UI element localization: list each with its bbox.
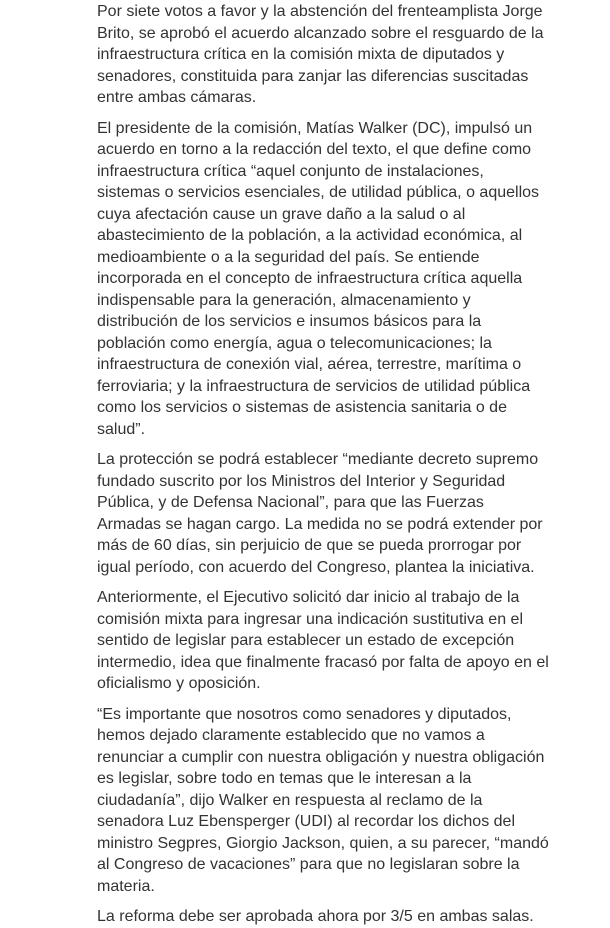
article-paragraph: “Es importante que nosotros como senadores y diputados, hemos dejado claramente establecido que no vamos a renunciar a cumplir con nuestra obligación y nuestra obligación es legislar, sobre todo en temas que le interesan a la ciudadanía”, dijo Walker en respuesta al reclamo de la senadora Luz Ebensperger (UDI) al recordar los dichos del ministro Segpres, Giorgio Jackson, quien, a su parecer, “mandó al Congreso de vacaciones” para que no legislaran sobre la materia. [97,705,549,895]
article-paragraph: Por siete votos a favor y la abstención del frenteamplista Jorge Brito, se aprobó el acuerdo alcanzado sobre el resguardo de la infraestructura crítica en la comisión mixta de diputados y senadores, constituida para zanjar las diferencias suscitadas entre ambas cámaras. [97,3,544,106]
article-body [97,1,549,928]
article-paragraph: Anteriormente, el Ejecutivo solicitó dar inicio al trabajo de la comisión mixta para ingresar una indicación sustitutiva en el sentido de legislar para establecer un estado de excepción intermedio, idea que finalmente fracasó por falta de apoyo en el oficialismo y oposición. [97,589,549,692]
article-paragraph: La protección se podrá establecer “mediante decreto supremo fundado suscrito por los Ministros del Interior y Seguridad Pública, y de Defensa Nacional”, para que las Fuerzas Armadas se hagan cargo. La medida no se podrá extender por más de 60 días, sin perjuicio de que se pueda prorrogar por igual período, con acuerdo del Congreso, plantea la iniciativa. [97,451,543,576]
article-paragraph: El presidente de la comisión, Matías Walker (DC), impulsó un acuerdo en torno a la redacción del texto, el que define como infraestructura crítica “aquel conjunto de instalaciones, sistemas o servicios esenciales, de utilidad pública, o aquellos cuya afectación cause un grave daño a la salud o al abastecimiento de la población, a la actividad económica, al medioambiente o a la seguridad del país. Se entiende incorporada en el concepto de infraestructura crítica aquella indispensable para la generación, almacenamiento y distribución de los servicios e insumos básicos para la población como energía, agua o telecomunicaciones; la infraestructura de conexión vial, aérea, terrestre, marítima o ferroviaria; y la infraestructura de servicios de utilidad pública como los servicios o sistemas de asistencia sanitaria o de salud”. [97,119,540,438]
article-paragraph: La reforma debe ser aprobada ahora por 3/5 en ambas salas. [97,908,534,925]
